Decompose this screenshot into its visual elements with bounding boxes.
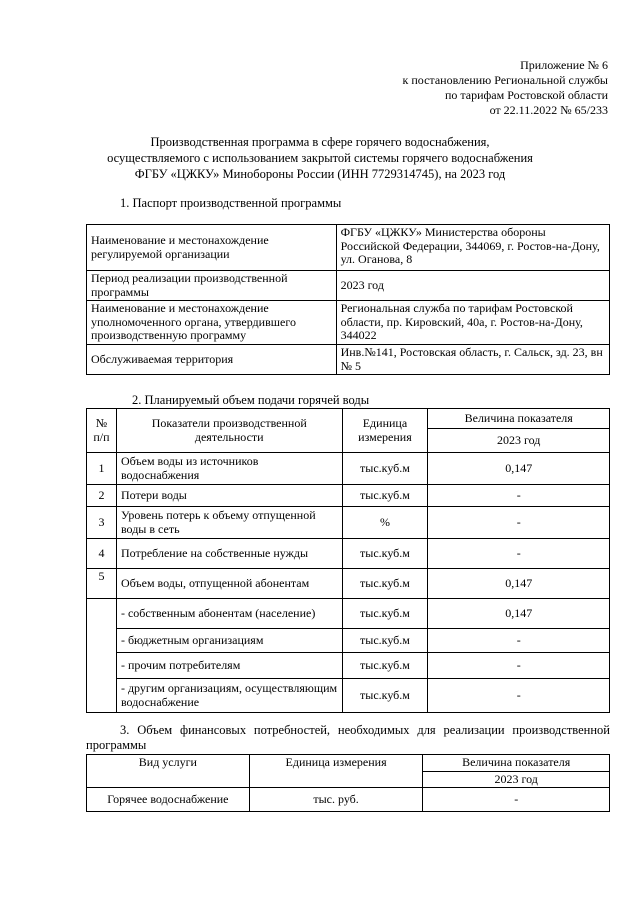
table-row [87,225,610,271]
table-row [87,629,610,653]
table-row [87,679,610,713]
row-unit: тыс.куб.м [342,569,428,599]
row-value: 0,147 [428,599,610,629]
row-unit: тыс.куб.м [342,539,428,569]
passport-label: Наименование и местонахождение регулируемой организации [87,225,337,271]
section-1-heading: 1. Паспорт производственной программы [120,196,342,210]
row-num: 5 [87,569,117,599]
table-row [87,453,610,485]
table-row [87,653,610,679]
table-row [87,345,610,375]
table-row [87,301,610,345]
row-num: 1 [87,453,117,485]
row-unit: тыс.куб.м [342,599,428,629]
water-volume-table [86,408,610,713]
appendix-line-1: Приложение № 6 [520,58,608,72]
row-indicator: - собственным абонентам (население) [116,599,342,629]
table-row [87,271,610,301]
section-3-heading: 3. Объем финансовых потребностей, необходимых для реализации производственной программы [86,723,610,752]
row-value: 0,147 [428,569,610,599]
passport-label: Наименование и местонахождение уполномоченного органа, утвердившего производственную программу [87,301,337,345]
passport-value: ФГБУ «ЦЖКУ» Министерства обороны Российской Федерации, 344069, г. Ростов-на-Дону, ул. Оганова, 8 [336,225,609,271]
row-value: - [428,539,610,569]
row-value: - [428,629,610,653]
title-line-2: осуществляемого с использованием закрытой системы горячего водоснабжения [107,151,533,165]
passport-table [86,224,610,375]
row-value: - [428,507,610,539]
row-indicator: Потребление на собственные нужды [116,539,342,569]
table-row [87,599,610,629]
row-unit: тыс.куб.м [342,679,428,713]
row-num-empty [87,599,117,713]
row-unit: тыс.куб.м [342,485,428,507]
column-header-indicator: Показатели производственной деятельности [116,409,342,453]
row-unit: тыс.куб.м [342,453,428,485]
row-value: - [428,653,610,679]
row-unit: % [342,507,428,539]
table-row [87,788,610,812]
row-indicator: - другим организациям, осуществляющим водоснабжение [116,679,342,713]
appendix-line-4: от 22.11.2022 № 65/233 [489,103,608,117]
row-unit: тыс. руб. [249,788,423,812]
column-header-year: 2023 год [423,771,610,788]
column-header-value: Величина показателя [428,409,610,429]
table-header-row [87,755,610,772]
table-row [87,507,610,539]
title-line-1: Производственная программа в сфере горячего водоснабжения, [150,135,490,149]
row-num: 4 [87,539,117,569]
passport-label: Период реализации производственной программы [87,271,337,301]
row-indicator: Потери воды [116,485,342,507]
finance-table [86,754,610,812]
row-indicator: Уровень потерь к объему отпущенной воды в сеть [116,507,342,539]
appendix-header [403,58,608,118]
column-header-value: Величина показателя [423,755,610,772]
title-line-3: ФГБУ «ЦЖКУ» Минобороны России (ИНН 7729314745), на 2023 год [134,167,506,181]
row-value: - [428,485,610,507]
row-num: 3 [87,507,117,539]
row-indicator: - прочим потребителям [116,653,342,679]
column-header-num: № п/п [87,409,117,453]
passport-label: Обслуживаемая территория [87,345,337,375]
column-header-unit: Единица измерения [342,409,428,453]
appendix-line-2: к постановлению Региональной службы [402,73,608,87]
row-indicator: - бюджетным организациям [116,629,342,653]
section-2-heading: 2. Планируемый объем подачи горячей воды [132,393,370,407]
table-row [87,569,610,599]
row-indicator: Объем воды из источников водоснабжения [116,453,342,485]
table-row [87,539,610,569]
row-service: Горячее водоснабжение [87,788,250,812]
row-unit: тыс.куб.м [342,653,428,679]
table-row [87,485,610,507]
column-header-year: 2023 год [428,429,610,453]
column-header-unit: Единица измерения [249,755,423,788]
passport-value: Инв.№141, Ростовская область, г. Сальск, зд. 23, вн № 5 [336,345,609,375]
document-title [0,134,640,182]
column-header-service: Вид услуги [87,755,250,788]
table-header-row [87,409,610,429]
row-value: - [428,679,610,713]
row-num: 2 [87,485,117,507]
row-indicator: Объем воды, отпущенной абонентам [116,569,342,599]
row-value: 0,147 [428,453,610,485]
appendix-line-3: по тарифам Ростовской области [444,88,608,102]
passport-value: Региональная служба по тарифам Ростовской области, пр. Кировский, 40а, г. Ростов-на-Дону, 344022 [336,301,609,345]
passport-value: 2023 год [336,271,609,301]
row-value: - [423,788,610,812]
row-unit: тыс.куб.м [342,629,428,653]
